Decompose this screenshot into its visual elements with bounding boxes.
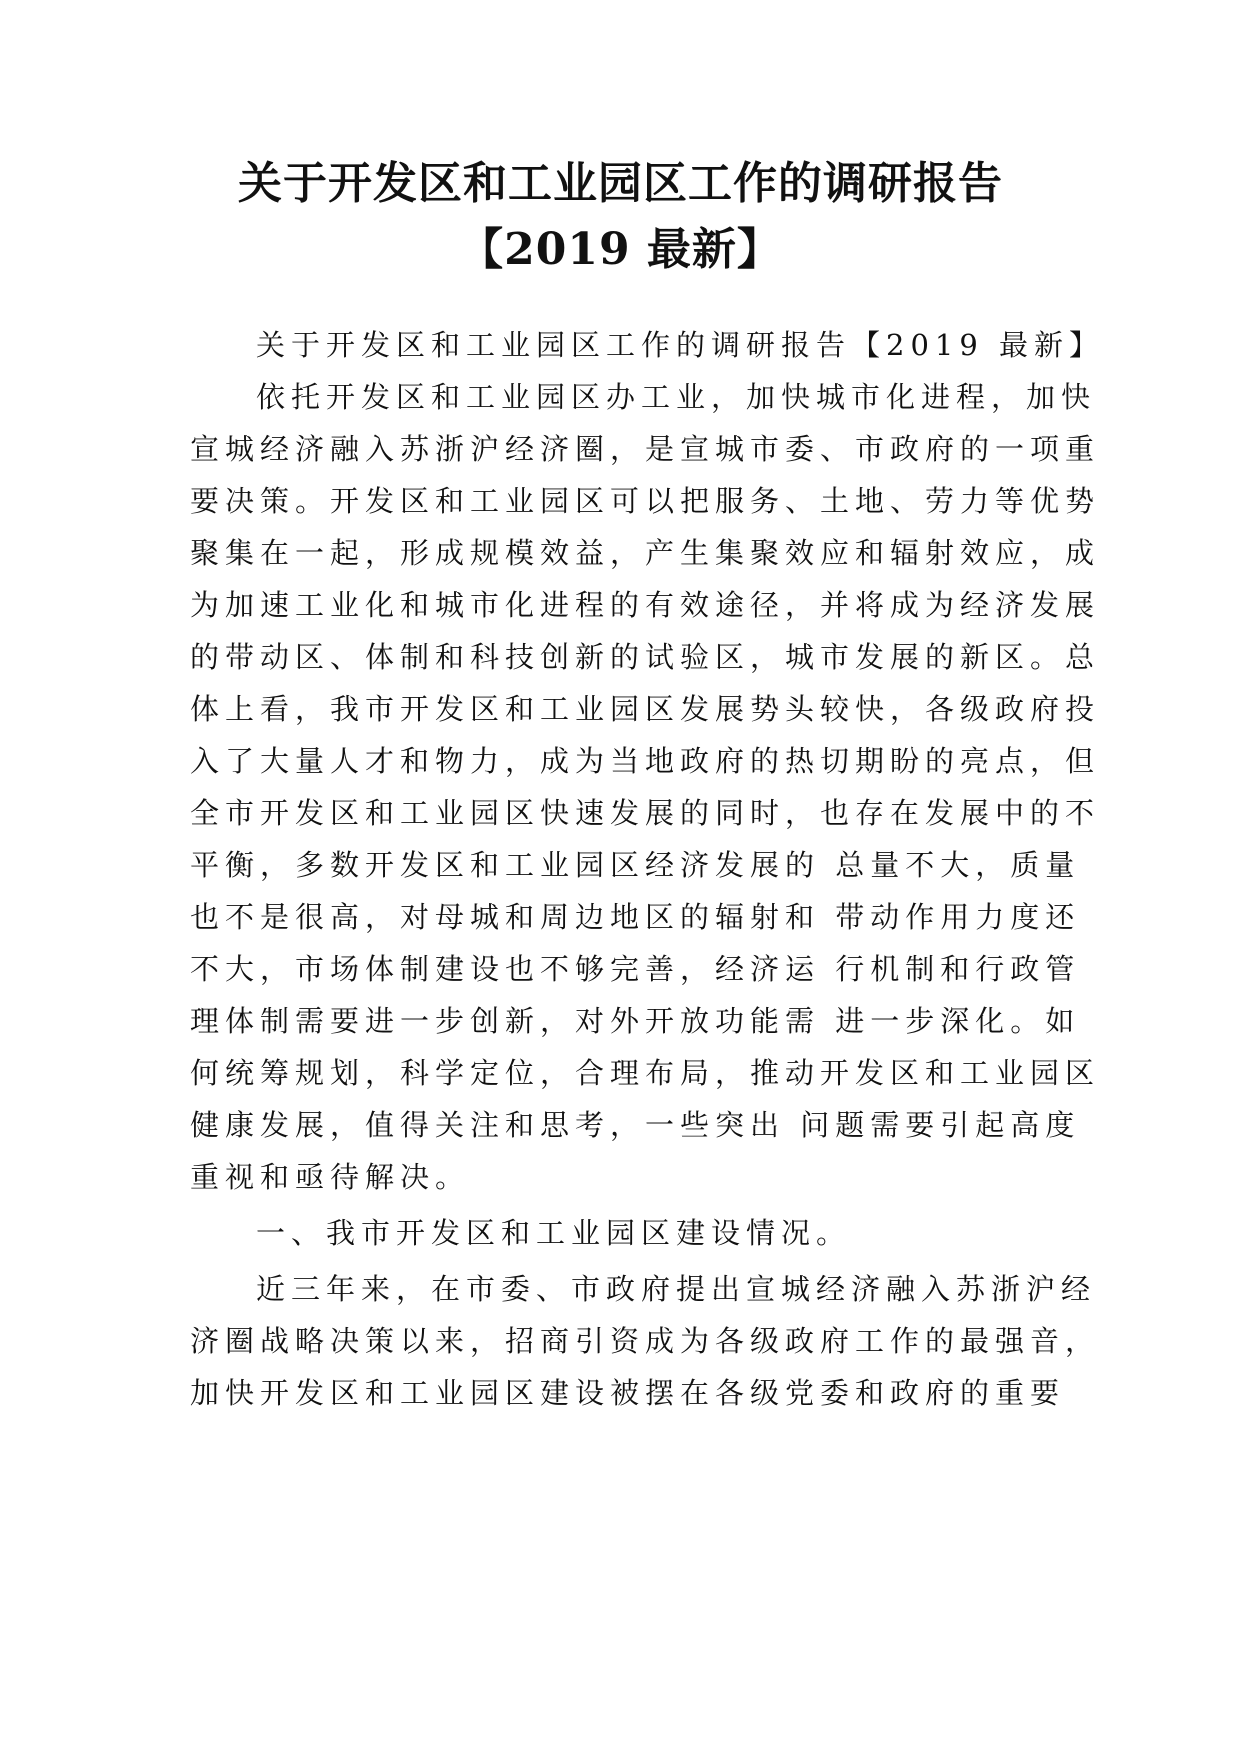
text-line: 聚集在一起，形成规模效益，产生集聚效应和辐射效应，成 xyxy=(190,536,1101,570)
document-title: 关于开发区和工业园区工作的调研报告 xyxy=(238,158,1003,209)
text-line: 不大，市场体制建设也不够完善，经济运 行机制和行政管 xyxy=(190,952,1081,986)
text-line: 为加速工业化和城市化进程的有效途径，并将成为经济发展 xyxy=(190,588,1101,622)
text-line: 加快开发区和工业园区建设被摆在各级党委和政府的重要 xyxy=(190,1376,1066,1410)
text-line: 的带动区、体制和科技创新的试验区，城市发展的新区。总 xyxy=(190,640,1101,674)
section-heading: 一、我市开发区和工业园区建设情况。 xyxy=(256,1216,852,1250)
text-line: 近三年来，在市委、市政府提出宣城经济融入苏浙沪经 xyxy=(256,1272,1097,1306)
text-line: 健康发展，值得关注和思考，一些突出 问题需要引起高度 xyxy=(190,1108,1081,1142)
text-line: 要决策。开发区和工业园区可以把服务、土地、劳力等优势 xyxy=(190,484,1101,518)
text-line: 入了大量人才和物力，成为当地政府的热切期盼的亮点，但 xyxy=(190,744,1101,778)
document-title-subtitle: 【2019 最新】 xyxy=(459,224,782,275)
text-line: 体上看，我市开发区和工业园区发展势头较快，各级政府投 xyxy=(190,692,1101,726)
text-line: 关于开发区和工业园区工作的调研报告【2019 最新】 xyxy=(256,328,1105,362)
text-line: 也不是很高，对母城和周边地区的辐射和 带动作用力度还 xyxy=(190,900,1081,934)
text-line: 平衡，多数开发区和工业园区经济发展的 总量不大，质量 xyxy=(190,848,1081,882)
text-line: 济圈战略决策以来，招商引资成为各级政府工作的最强音， xyxy=(190,1324,1101,1358)
text-line: 依托开发区和工业园区办工业，加快城市化进程，加快 xyxy=(256,380,1097,414)
text-line: 宣城经济融入苏浙沪经济圈，是宣城市委、市政府的一项重 xyxy=(190,432,1101,466)
text-line: 重视和亟待解决。 xyxy=(190,1160,471,1194)
text-line: 理体制需要进一步创新，对外开放功能需 进一步深化。如 xyxy=(190,1004,1081,1038)
text-line: 何统筹规划，科学定位，合理布局，推动开发区和工业园区 xyxy=(190,1056,1101,1090)
text-line: 全市开发区和工业园区快速发展的同时，也存在发展中的不 xyxy=(190,796,1101,830)
